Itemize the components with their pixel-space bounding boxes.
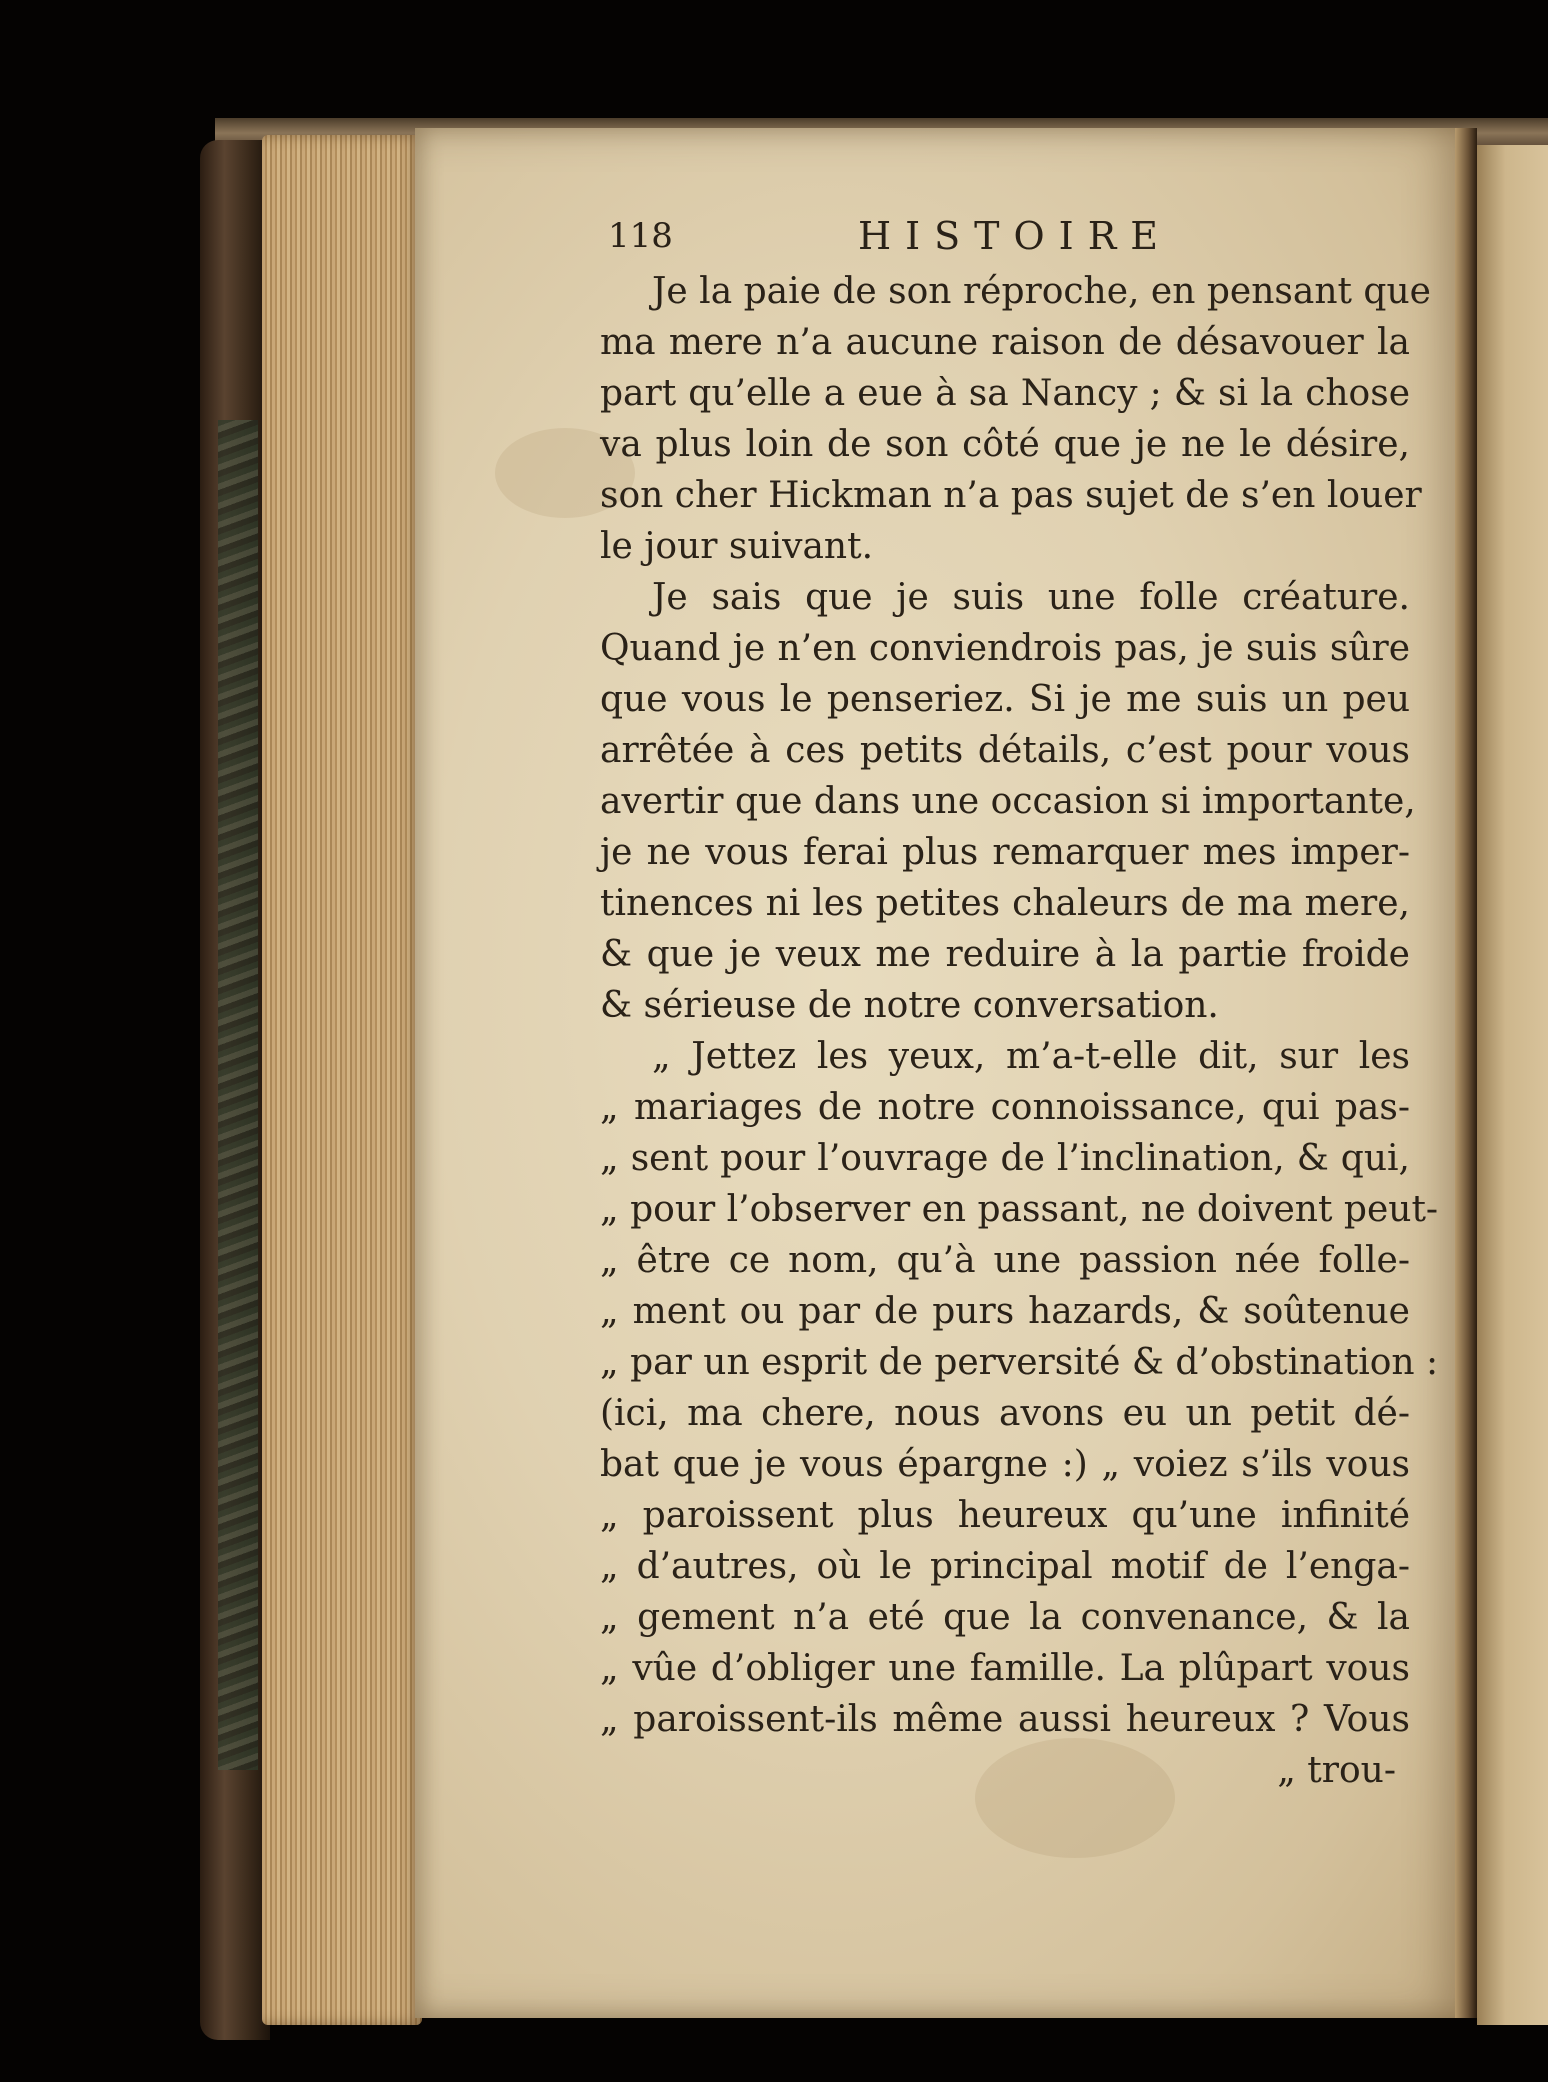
text-line: „ gement n’a eté que la convenance, & la (600, 1597, 1410, 1638)
book-cover-edge (200, 140, 270, 2040)
book-gutter (1455, 128, 1477, 2018)
text-line: le jour suivant. (600, 526, 874, 567)
text-line: „ être ce nom, qu’à une passion née folle- (600, 1240, 1410, 1281)
text-line: Je la paie de son réproche, en pensant que (652, 271, 1431, 312)
text-line: „ sent pour l’ouvrage de l’inclination, & qui, (600, 1138, 1410, 1179)
text-line: ma mere n’a aucune raison de désavouer la (600, 322, 1410, 363)
text-line: & que je veux me reduire à la partie froide (600, 934, 1410, 975)
text-line: „ mariages de notre connoissance, qui pas- (600, 1087, 1410, 1128)
text-line: que vous le penseriez. Si je me suis un peu (600, 679, 1410, 720)
text-line: je ne vous ferai plus remarquer mes imper- (600, 832, 1410, 873)
text-line: „ paroissent-ils même aussi heureux ? Vous (600, 1699, 1410, 1740)
page-header (600, 210, 1410, 266)
text-line: bat que je vous épargne :) „ voiez s’ils vous (600, 1444, 1410, 1485)
text-line: Je sais que je suis une folle créature. (652, 577, 1410, 618)
paragraph-2 (600, 572, 1416, 1031)
text-line: „ ment ou par de purs hazards, & soûtenue (600, 1291, 1410, 1332)
paragraph-1 (600, 266, 1431, 572)
text-line: „ vûe d’obliger une famille. La plûpart vous (600, 1648, 1410, 1689)
text-line: tinences ni les petites chaleurs de ma mere, (600, 883, 1410, 924)
text-line: & sérieuse de notre conversation. (600, 985, 1219, 1026)
page-block-edges (262, 135, 422, 2025)
text-line: „ par un esprit de perversité & d’obstination : (600, 1342, 1439, 1383)
text-line: „ paroissent plus heureux qu’une infinité (600, 1495, 1410, 1536)
text-line: va plus loin de son côté que je ne le désire, (600, 424, 1410, 465)
facing-page-edge (1477, 145, 1548, 2025)
text-line: part qu’elle a eue à sa Nancy ; & si la chose (600, 373, 1410, 414)
catchword: „ trou- (1277, 1750, 1396, 1791)
page-text-block (600, 210, 1439, 1796)
text-line: avertir que dans une occasion si importante, (600, 781, 1416, 822)
text-line: son cher Hickman n’a pas sujet de s’en louer (600, 475, 1422, 516)
text-line: Quand je n’en conviendrois pas, je suis sûre (600, 628, 1410, 669)
text-line: arrêtée à ces petits détails, c’est pour vous (600, 730, 1410, 771)
text-line: (ici, ma chere, nous avons eu un petit dé- (600, 1393, 1410, 1434)
text-line: „ d’autres, où le principal motif de l’enga- (600, 1546, 1410, 1587)
paragraph-3 (600, 1031, 1439, 1745)
text-line: „ Jettez les yeux, m’a-t-elle dit, sur les (652, 1036, 1410, 1077)
running-title: HISTOIRE (858, 214, 1173, 258)
text-line: „ pour l’observer en passant, ne doivent peut- (600, 1189, 1439, 1230)
page-number: 118 (608, 216, 673, 256)
